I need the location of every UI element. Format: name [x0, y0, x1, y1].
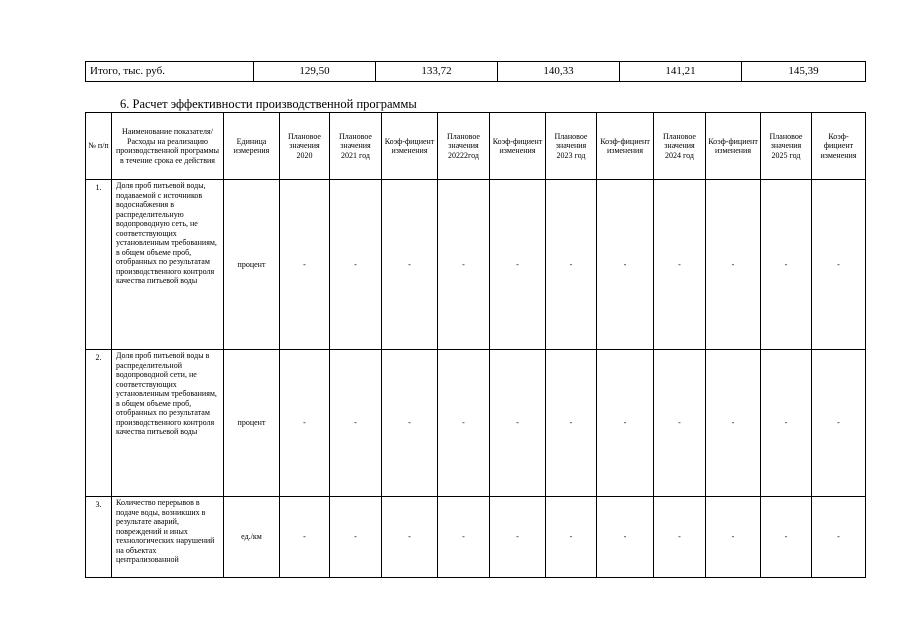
row-cell: -	[490, 350, 546, 497]
row-cell: -	[812, 497, 866, 578]
row-cell: -	[382, 180, 438, 350]
header-plan-2022: Плановое значения 20222год	[438, 113, 490, 180]
row-unit: процент	[224, 180, 280, 350]
table-row	[86, 180, 866, 350]
row-cell: -	[280, 350, 330, 497]
header-coef-2022: Коэф-фициент изменения	[490, 113, 546, 180]
row-cell: -	[546, 180, 597, 350]
header-coef-2024: Коэф-фициент изменения	[706, 113, 761, 180]
row-cell: -	[654, 350, 706, 497]
total-row	[86, 62, 866, 82]
row-cell: -	[654, 497, 706, 578]
header-plan-2024: Плановое значения 2024 год	[654, 113, 706, 180]
total-label: Итого, тыс. руб.	[86, 62, 254, 82]
header-coef-2023: Коэф-фициент изменения	[597, 113, 654, 180]
row-cell: -	[546, 497, 597, 578]
row-cell: -	[761, 180, 812, 350]
row-cell: -	[382, 350, 438, 497]
row-cell: -	[330, 497, 382, 578]
row-num: 1.	[86, 180, 112, 350]
row-cell: -	[330, 350, 382, 497]
row-cell: -	[546, 350, 597, 497]
row-cell: -	[280, 497, 330, 578]
row-cell: -	[812, 180, 866, 350]
table-row	[86, 497, 866, 578]
header-plan-2021: Плановое значения 2021 год	[330, 113, 382, 180]
header-plan-2020: Плановое значения 2020	[280, 113, 330, 180]
row-num: 2.	[86, 350, 112, 497]
row-cell: -	[706, 497, 761, 578]
row-name: Доля проб питьевой воды, подаваемой с источников водоснабжения в распределительную водопроводную сеть, не соответствующих установленным требованиям, в общем объеме проб, отобранных по результатам производственного контроля качества питьевой воды	[112, 180, 224, 350]
row-cell: -	[438, 350, 490, 497]
row-cell: -	[761, 497, 812, 578]
table-row	[86, 350, 866, 497]
row-unit: процент	[224, 350, 280, 497]
row-cell: -	[280, 180, 330, 350]
row-cell: -	[706, 350, 761, 497]
row-cell: -	[597, 180, 654, 350]
row-unit: ед./км	[224, 497, 280, 578]
row-cell: -	[761, 350, 812, 497]
row-cell: -	[438, 497, 490, 578]
section-title: 6. Расчет эффективности производственной программы	[120, 97, 417, 111]
row-cell: -	[597, 350, 654, 497]
header-plan-2023: Плановое значения 2023 год	[546, 113, 597, 180]
row-cell: -	[654, 180, 706, 350]
total-value-2023: 140,33	[498, 62, 620, 82]
header-name: Наименование показателя/Расходы на реализацию производственной программы в течение срока ее действия	[112, 113, 224, 180]
total-value-2021: 129,50	[254, 62, 376, 82]
header-unit: Единица измерения	[224, 113, 280, 180]
header-coef-2021: Коэф-фициент изменения	[382, 113, 438, 180]
row-cell: -	[490, 180, 546, 350]
row-name: Количество перерывов в подаче воды, возникших в результате аварий, повреждений и иных технологических нарушений на объектах централизованной	[112, 497, 224, 578]
efficiency-table	[85, 112, 866, 578]
row-num: 3.	[86, 497, 112, 578]
total-table	[85, 61, 866, 82]
row-cell: -	[812, 350, 866, 497]
row-cell: -	[490, 497, 546, 578]
row-cell: -	[706, 180, 761, 350]
total-value-2024: 141,21	[620, 62, 742, 82]
row-name: Доля проб питьевой воды в распределительной водопроводной сети, не соответствующих установленным требованиям, в общем объеме проб, отобранных по результатам производственного контроля качества питьевой воды	[112, 350, 224, 497]
table-header-row	[86, 113, 866, 180]
header-plan-2025: Плановое значения 2025 год	[761, 113, 812, 180]
total-value-2025: 145,39	[742, 62, 866, 82]
row-cell: -	[597, 497, 654, 578]
total-value-2022: 133,72	[376, 62, 498, 82]
header-num: № п/п	[86, 113, 112, 180]
header-coef-2025: Коэф-фициент изменения	[812, 113, 866, 180]
row-cell: -	[382, 497, 438, 578]
row-cell: -	[330, 180, 382, 350]
row-cell: -	[438, 180, 490, 350]
